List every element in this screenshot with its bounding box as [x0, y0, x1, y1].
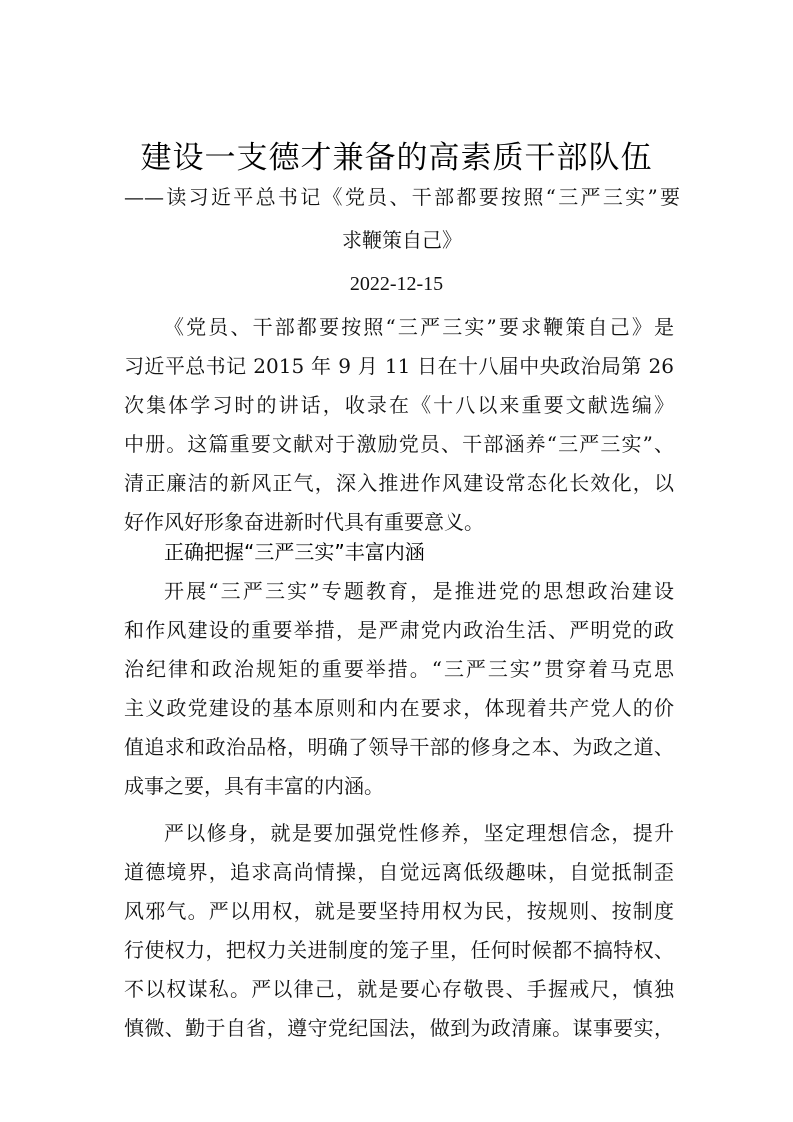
paragraph-3-line: 道德境界，追求高尚情操，自觉远离低级趣味，自觉抵制歪 [124, 860, 674, 884]
paragraph-3-line: 严以修身，就是要加强党性修养，坚定理想信念，提升 [164, 821, 674, 845]
paragraph-3-line: 风邪气。严以用权，就是要坚持用权为民，按规则、按制度 [124, 899, 674, 923]
paragraph-2-line: 主义政党建设的基本原则和内在要求，体现着共产党人的价 [124, 696, 674, 720]
paragraph-3-line: 慎微、勤于自省，遵守党纪国法，做到为政清廉。谋事要实， [124, 1016, 674, 1040]
paragraph-2-line: 和作风建设的重要举措，是严肃党内政治生活、严明党的政 [124, 618, 674, 642]
paragraph-2-line: 开展“三严三实”专题教育，是推进党的思想政治建设 [164, 579, 674, 603]
paragraph-2-line: 治纪律和政治规矩的重要举措。“三严三实”贯穿着马克思 [124, 657, 674, 681]
document-subtitle-line-1: ——读习近平总书记《党员、干部都要按照“三严三实”要 [124, 185, 680, 209]
document-subtitle-line-2: 求鞭策自己》 [342, 228, 462, 252]
section-heading: 正确把握“三严三实”丰富内涵 [164, 540, 425, 564]
paragraph-1-line: 好作风好形象奋进新时代具有重要意义。 [124, 510, 484, 534]
paragraph-1-line: 次集体学习时的讲话，收录在《十八以来重要文献选编》 [124, 393, 674, 417]
paragraph-2-line: 值追求和政治品格，明确了领导干部的修身之本、为政之道、 [124, 735, 674, 759]
document-title: 建设一支德才兼备的高素质干部队伍 [140, 140, 653, 176]
paragraph-3-line: 不以权谋私。严以律己，就是要心存敬畏、手握戒尺，慎独 [124, 977, 674, 1001]
paragraph-3-line: 行使权力，把权力关进制度的笼子里，任何时候都不搞特权、 [124, 938, 674, 962]
paragraph-1-line: 习近平总书记 2015 年 9 月 11 日在十八届中央政治局第 26 [124, 354, 674, 378]
paragraph-1-line: 中册。这篇重要文献对于激励党员、干部涵养“三严三实”、 [124, 432, 674, 456]
document-date: 2022-12-15 [349, 273, 444, 295]
paragraph-2-line: 成事之要，具有丰富的内涵。 [124, 774, 384, 798]
paragraph-1-line: 清正廉洁的新风正气，深入推进作风建设常态化长效化，以 [124, 471, 674, 495]
paragraph-1-line: 《党员、干部都要按照“三严三实”要求鞭策自己》是 [164, 315, 674, 339]
